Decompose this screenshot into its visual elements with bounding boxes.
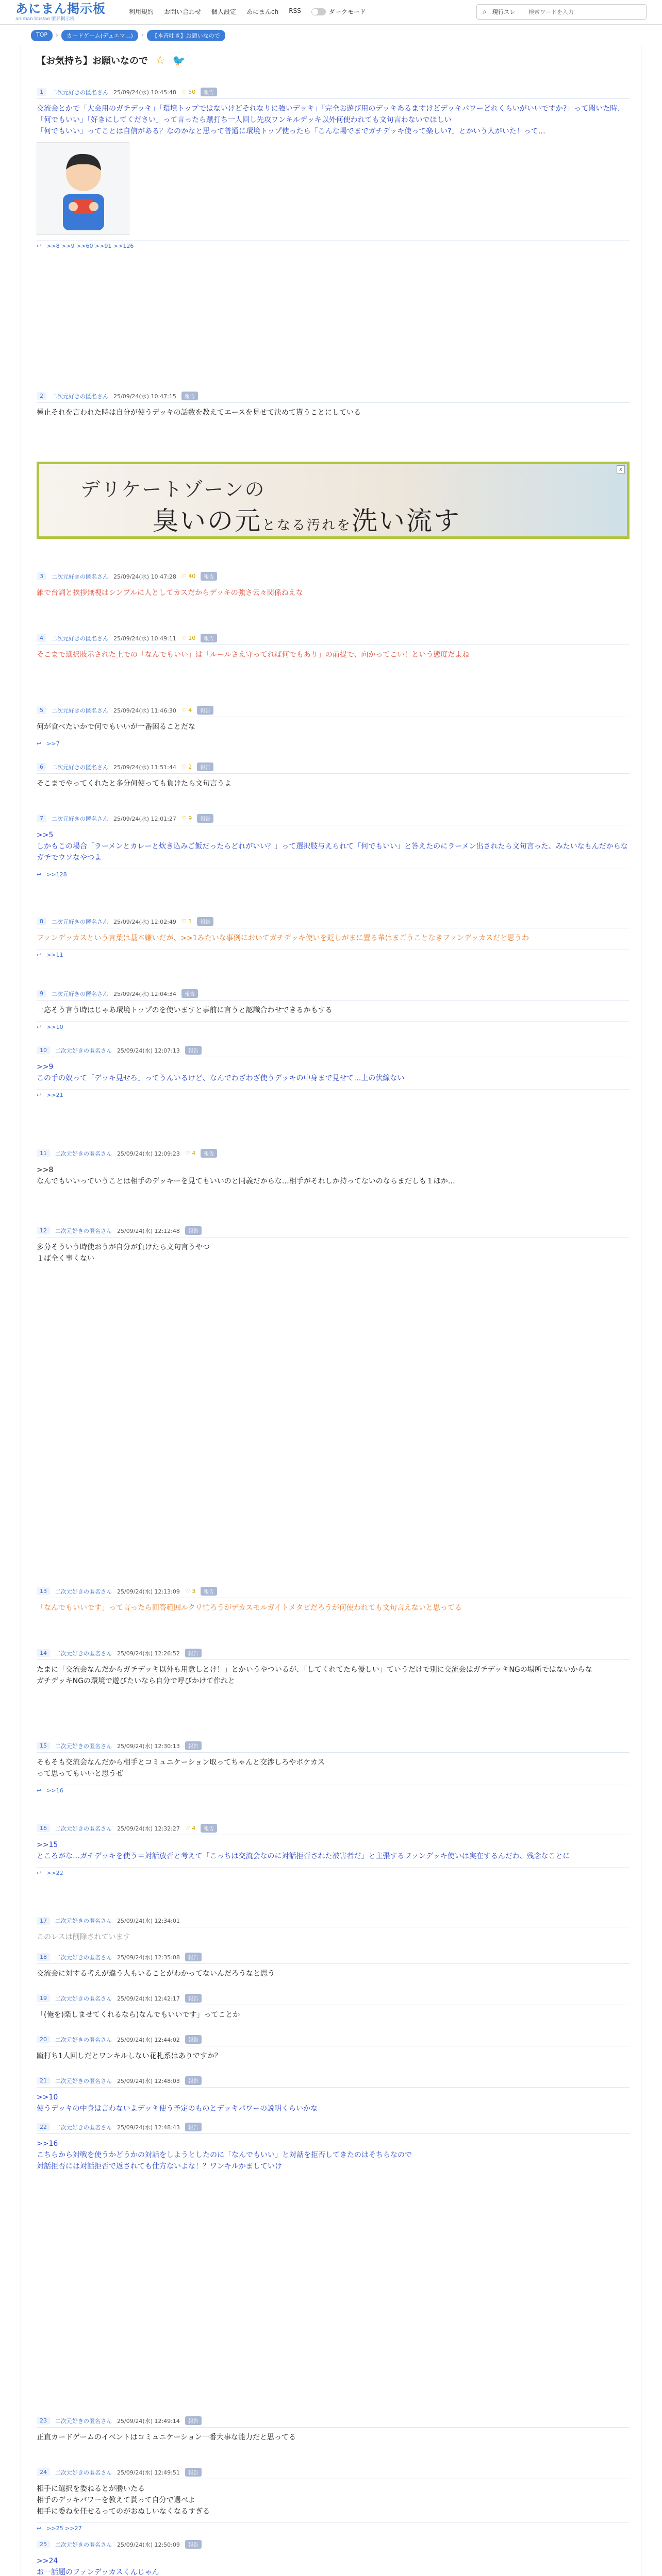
- poster-name: 二次元好きの匿名さん: [55, 1588, 112, 1595]
- post-header: [37, 2414, 630, 2428]
- post-number[interactable]: 8: [37, 918, 46, 925]
- post-item: [37, 1951, 630, 1979]
- report-button[interactable]: 報告: [181, 392, 198, 400]
- like-count-value: 50: [188, 89, 196, 95]
- reply-links[interactable]: >>25 >>27: [46, 2525, 82, 2532]
- post-header: [37, 632, 630, 645]
- post-body: たまに「交流会なんだからガチデッキ以外も用意しとけ！」とかいうやついるが、「してくれてたら優しい」ていうだけで別に交流会はガチデッキNGの場所ではないからな ガチデッキNGの環境で遊びたいなら自分で呼びかけて作れと: [37, 1666, 592, 1685]
- thread-title-row: [37, 54, 186, 67]
- post-header: [37, 2121, 630, 2134]
- poster-name: 二次元好きの匿名さん: [55, 2469, 112, 2476]
- report-button[interactable]: 報告: [201, 1149, 217, 1158]
- post-timestamp: 25/09/24(水) 12:13:09: [117, 1588, 180, 1595]
- post-number[interactable]: 1: [37, 88, 46, 96]
- nav-terms[interactable]: 利用規約: [129, 8, 154, 15]
- post-timestamp: 25/09/24(水) 12:32:27: [117, 1825, 180, 1832]
- post-header: [37, 2538, 630, 2551]
- post-item: [37, 812, 630, 880]
- like-count[interactable]: [181, 635, 195, 641]
- post-body: 極止それを言われた時は自分が使うデッキの話数を教えてエースを見せて決めて貰うことにしている: [37, 409, 361, 417]
- breadcrumb-category[interactable]: カードゲーム(デュエマ…): [61, 30, 138, 41]
- post-item: [37, 760, 630, 789]
- favorite-star-icon[interactable]: ☆: [155, 54, 166, 67]
- dark-mode-toggle[interactable]: [311, 7, 366, 16]
- reply-links[interactable]: >>128: [46, 871, 67, 878]
- post-header: [37, 812, 630, 825]
- post-timestamp: 25/09/24(水) 11:46:30: [113, 707, 176, 714]
- post-body: >>9 この手の奴って「デッキ見せろ」ってうんいるけど、なんでわざわざ使うデッキの中身まで見せて…上の伏線ない: [37, 1063, 405, 1082]
- post-header: [37, 2033, 630, 2046]
- report-button[interactable]: 報告: [197, 762, 213, 771]
- post-body: そこまで選択肢示された上での「なんでもいい」は「ルールさえ守ってれば何でもあり」の前提で、向かってこい！という態度だよね: [37, 651, 470, 659]
- like-count[interactable]: [181, 707, 192, 714]
- reply-icon[interactable]: ↩: [37, 243, 42, 249]
- report-button[interactable]: 報告: [185, 1994, 202, 2003]
- post-number[interactable]: 13: [37, 1587, 50, 1595]
- breadcrumb-thread[interactable]: 【本音吐き】お願いなので: [147, 30, 225, 41]
- report-button[interactable]: 報告: [185, 2540, 202, 2549]
- poster-name: 二次元好きの匿名さん: [52, 764, 108, 771]
- post-number[interactable]: 24: [37, 2468, 50, 2476]
- ad-close-icon[interactable]: x: [617, 465, 625, 473]
- like-count-value: 40: [188, 573, 196, 580]
- post-body: 交流会に対する考えが違う人もいることがわかってないんだろうなと思う: [37, 1970, 275, 1978]
- post-header: [37, 1914, 630, 1927]
- post-number[interactable]: 19: [37, 1994, 50, 2002]
- search-scope-select[interactable]: 現行スレ: [492, 9, 515, 15]
- like-count-value: 1: [188, 918, 192, 925]
- post-timestamp: 25/09/24(水) 12:04:34: [113, 990, 176, 997]
- nav-contact[interactable]: お問い合わせ: [164, 8, 202, 15]
- reply-links[interactable]: >>8 >>9 >>60 >>91 >>126: [46, 243, 134, 249]
- like-count[interactable]: [181, 764, 192, 770]
- post-header: [37, 1739, 630, 1753]
- heart-icon: ♡: [181, 573, 189, 580]
- poster-name: 二次元好きの匿名さん: [55, 2077, 112, 2084]
- post-body: >>5 しかもこの場合「ラーメンとカレーと炊き込みご飯だったらどれがいい？」って選択肢与えられて「何でもいい」と答えたのにラーメン出されたら文句言った、みたいなもんだからな ガチでウソなやつよ: [37, 831, 628, 862]
- post-timestamp: 25/09/24(水) 12:49:51: [117, 2469, 180, 2476]
- nav-settings[interactable]: 個人設定: [211, 8, 237, 15]
- report-button[interactable]: 報告: [201, 1824, 217, 1833]
- report-button[interactable]: 報告: [185, 2076, 202, 2085]
- like-count-value: 4: [192, 1825, 196, 1832]
- ad-text-d: 洗い流す: [352, 506, 461, 536]
- search-input[interactable]: [528, 5, 646, 19]
- post-number[interactable]: 23: [37, 2417, 50, 2425]
- post-number[interactable]: 9: [37, 990, 46, 997]
- reply-links[interactable]: >>10: [46, 1024, 63, 1030]
- ad-headline: デリケートゾーンの: [80, 478, 266, 501]
- post-header: [37, 704, 630, 717]
- report-button[interactable]: 報告: [185, 1226, 202, 1235]
- report-button[interactable]: 報告: [185, 2035, 202, 2044]
- post-timestamp: 25/09/24(水) 12:30:13: [117, 1742, 180, 1750]
- post-body: 正直カードゲームのイベントはコミュニケーション一番大事な能力だと思ってる: [37, 2433, 296, 2442]
- reply-icon[interactable]: ↩: [37, 1024, 42, 1030]
- reply-links[interactable]: >>7: [46, 740, 60, 747]
- poster-name: 二次元好きの匿名さん: [55, 1047, 112, 1054]
- poster-name: 二次元好きの匿名さん: [52, 393, 108, 400]
- post-header: [37, 760, 630, 774]
- post-replies: [37, 869, 630, 880]
- post-number[interactable]: 25: [37, 2540, 50, 2548]
- post-number[interactable]: 21: [37, 2077, 50, 2084]
- post-timestamp: 25/09/24(水) 11:51:44: [113, 764, 176, 771]
- post-header: [37, 915, 630, 928]
- report-button[interactable]: 報告: [197, 917, 213, 926]
- post-replies: [37, 949, 630, 960]
- post-body: そこまでやってくれたと多分何使っても負けたら文句言うよ: [37, 779, 231, 788]
- report-button[interactable]: 報告: [185, 1649, 202, 1657]
- nav-rss[interactable]: RSS: [289, 7, 301, 14]
- post-header: [37, 1585, 630, 1598]
- post-timestamp: 25/09/24(水) 10:49:11: [113, 635, 176, 642]
- heart-icon: ♡: [181, 707, 189, 714]
- reply-icon[interactable]: ↩: [37, 1092, 42, 1098]
- heart-icon: ♡: [185, 1825, 192, 1832]
- post-body: 相手に選択を委ねるとが勝いたる 相手のデッキパワーを教えて貰って自分で選べよ 相手に委ねを任せるってのがおぬしいなくなるすぎる: [37, 2485, 210, 2516]
- poster-name: 二次元好きの匿名さん: [55, 1227, 112, 1234]
- ad-text-a: 臭いの元: [153, 506, 262, 536]
- post-item: [37, 1044, 630, 1100]
- post-item: [37, 2414, 630, 2443]
- post-body: このレスは削除されています: [37, 1933, 130, 1941]
- report-button[interactable]: 報告: [197, 814, 213, 823]
- report-button[interactable]: 報告: [201, 88, 217, 96]
- reply-icon[interactable]: ↩: [37, 952, 42, 958]
- page-title: 【お気持ち】お願いなので: [37, 56, 148, 66]
- heart-icon: ♡: [181, 89, 189, 95]
- post-header: [37, 1647, 630, 1660]
- post-number[interactable]: 6: [37, 763, 46, 771]
- poster-name: 二次元好きの匿名さん: [52, 573, 108, 580]
- search-icon[interactable]: ⌕: [483, 8, 487, 16]
- post-body: 蹴打ち1人回しだとワンキルしない花札系はありですか？: [37, 2052, 222, 2060]
- post-item: [37, 987, 630, 1032]
- post-body: >>15 ところがな…ガチデッキを使う＝対話放否と考えて「こっちは交流会なのに対話拒否された被害者だ」と主張するファンデッキ使いは実在するんだわ、残念なことに: [37, 1841, 570, 1860]
- post-body: >>10 使うデッキの中身は言わないよデッキ使う予定のものとデッキパワーの説明くらいかな: [37, 2093, 318, 2113]
- poster-name: 二次元好きの匿名さん: [52, 990, 108, 997]
- post-timestamp: 25/09/24(水) 12:02:49: [113, 918, 176, 925]
- post-replies: [37, 738, 630, 749]
- poster-name: 二次元好きの匿名さん: [52, 707, 108, 714]
- post-header: [37, 570, 630, 583]
- post-item: [37, 2121, 630, 2172]
- heart-icon: ♡: [185, 1150, 192, 1157]
- post-timestamp: 25/09/24(水) 12:09:23: [117, 1150, 180, 1157]
- post-timestamp: 25/09/24(水) 10:47:15: [113, 393, 176, 400]
- like-count-value: 3: [192, 1588, 196, 1595]
- reply-icon[interactable]: ↩: [37, 871, 42, 878]
- logo-text: あにまん掲示板: [15, 2, 106, 16]
- post-header: [37, 1147, 630, 1160]
- post-timestamp: 25/09/24(水) 12:50:09: [117, 2541, 180, 2548]
- poster-name: 二次元好きの匿名さん: [55, 1995, 112, 2002]
- post-timestamp: 25/09/24(水) 12:48:03: [117, 2077, 180, 2084]
- post-body: そもそも交流会なんだから相手とコミュニケーション取ってちゃんと交渉しろやボケカス って思ってもいいと思うぜ: [37, 1758, 325, 1778]
- post-timestamp: 25/09/24(水) 12:49:14: [117, 2417, 180, 2425]
- post-timestamp: 25/09/24(水) 12:12:48: [117, 1227, 180, 1234]
- search-box: [476, 4, 647, 20]
- breadcrumb: [31, 30, 225, 41]
- ad-subheadline: [153, 500, 461, 537]
- post-timestamp: 25/09/24(水) 10:45:48: [113, 89, 176, 96]
- heart-icon: ♡: [181, 815, 189, 822]
- like-count[interactable]: [185, 1825, 195, 1832]
- post-replies: [37, 240, 630, 251]
- post-replies: [37, 1089, 630, 1100]
- like-count[interactable]: [181, 918, 192, 925]
- heart-icon: ♡: [185, 1588, 192, 1595]
- post-replies: [37, 2522, 630, 2534]
- post-number[interactable]: 11: [37, 1149, 50, 1157]
- report-button[interactable]: 報告: [185, 1741, 202, 1750]
- post-item: [37, 1739, 630, 1796]
- post-timestamp: 25/09/24(水) 12:44:02: [117, 2036, 180, 2043]
- post-header: [37, 86, 630, 99]
- ad-text-b: となる: [262, 518, 307, 533]
- post-number[interactable]: 5: [37, 706, 46, 714]
- like-count-value: 4: [188, 707, 192, 714]
- dark-mode-label: ダークモード: [328, 8, 366, 15]
- post-item: [37, 389, 630, 418]
- reply-links[interactable]: >>21: [46, 1092, 63, 1098]
- post-item: [37, 1992, 630, 2021]
- poster-name: 二次元好きの匿名さん: [55, 1918, 112, 1924]
- post-header: [37, 2074, 630, 2088]
- like-count-value: 4: [192, 1150, 196, 1157]
- heart-icon: ♡: [181, 635, 189, 641]
- post-image-thumbnail[interactable]: [37, 142, 129, 235]
- post-number[interactable]: 12: [37, 1227, 50, 1234]
- post-item: [37, 1914, 630, 1943]
- post-number[interactable]: 16: [37, 1824, 50, 1832]
- report-button[interactable]: 報告: [181, 989, 198, 998]
- post-number[interactable]: 3: [37, 572, 46, 580]
- reply-icon[interactable]: ↩: [37, 1787, 42, 1794]
- poster-name: 二次元好きの匿名さん: [52, 918, 108, 925]
- poster-name: 二次元好きの匿名さん: [55, 2417, 112, 2425]
- reply-icon[interactable]: ↩: [37, 740, 42, 747]
- post-number[interactable]: 7: [37, 815, 46, 822]
- post-timestamp: 25/09/24(水) 10:47:28: [113, 573, 176, 580]
- post-item: [37, 915, 630, 960]
- post-number[interactable]: 15: [37, 1742, 50, 1750]
- reply-links[interactable]: >>11: [46, 952, 63, 958]
- post-timestamp: 25/09/24(水) 12:07:13: [117, 1047, 180, 1054]
- post-timestamp: 25/09/24(水) 12:35:08: [117, 1954, 180, 1961]
- post-replies: [37, 1867, 630, 1878]
- post-timestamp: 25/09/24(水) 12:01:27: [113, 815, 176, 822]
- thread-page: [21, 44, 641, 2576]
- post-item: [37, 1822, 630, 1878]
- reply-icon[interactable]: ↩: [37, 1870, 42, 1876]
- like-count[interactable]: [181, 89, 195, 95]
- post-number[interactable]: 10: [37, 1046, 50, 1054]
- post-body: 多分そういう時使おうが自分が負けたら文句言うやつ １ば全く事くない: [37, 1243, 210, 1263]
- post-item: [37, 2074, 630, 2114]
- post-body: >>24 お一話題のファンデッカスくんじゃん: [37, 2557, 159, 2576]
- post-body: 一応そう言う時はじゃあ環境トップのを使いますと事前に言うと認識合わせできるかもする: [37, 1006, 333, 1014]
- report-button[interactable]: 報告: [185, 2468, 202, 2477]
- post-body: 雑で台詞と挨拶無視はシンプルに人としてカスだからデッキの強さ云々関係ねえな: [37, 589, 303, 597]
- ad-text-c: 汚れを: [307, 518, 352, 533]
- post-item: [37, 1224, 630, 1264]
- post-header: [37, 1044, 630, 1057]
- like-count[interactable]: [185, 1150, 195, 1157]
- post-header: [37, 987, 630, 1001]
- breadcrumb-top[interactable]: TOP: [31, 30, 53, 41]
- like-count[interactable]: [185, 1588, 195, 1595]
- post-header: [37, 1992, 630, 2005]
- like-count-value: 9: [188, 815, 192, 822]
- poster-name: 二次元好きの匿名さん: [55, 1954, 112, 1961]
- person-holding-cards-illustration: [37, 143, 129, 235]
- like-count[interactable]: [181, 815, 192, 822]
- post-header: [37, 1224, 630, 1238]
- post-number[interactable]: 4: [37, 634, 46, 642]
- poster-name: 二次元好きの匿名さん: [55, 1742, 112, 1750]
- report-button[interactable]: 報告: [185, 2123, 202, 2131]
- advertisement-banner[interactable]: [37, 462, 630, 539]
- post-timestamp: 25/09/24(水) 12:26:52: [117, 1650, 180, 1657]
- poster-name: 二次元好きの匿名さん: [55, 2036, 112, 2043]
- site-logo[interactable]: [15, 1, 106, 22]
- post-item: [37, 1147, 630, 1187]
- post-header: [37, 1822, 630, 1835]
- toggle-switch-icon[interactable]: [311, 8, 326, 15]
- post-item: [37, 632, 630, 660]
- post-timestamp: 25/09/24(水) 12:48:43: [117, 2124, 180, 2131]
- report-button[interactable]: 報告: [185, 1953, 202, 1961]
- post-number[interactable]: 17: [37, 1917, 50, 1925]
- post-body: 何が食べたいかで何でもいいが一番困ることだな: [37, 723, 195, 731]
- report-button[interactable]: 報告: [201, 634, 217, 642]
- heart-icon: ♡: [181, 764, 189, 770]
- post-body: 「なんでもいいです」って言ったら回答範囲ルクリ忙ろうがデカスモルガイトメタビだろうが何使われても文句言えないと思ってる: [37, 1604, 462, 1612]
- twitter-share-icon[interactable]: 🐦: [172, 54, 186, 66]
- post-item: [37, 2538, 630, 2576]
- post-number[interactable]: 20: [37, 2036, 50, 2043]
- report-button[interactable]: 報告: [201, 572, 217, 581]
- poster-name: 二次元好きの匿名さん: [55, 1650, 112, 1657]
- post-header: [37, 1951, 630, 1964]
- post-item: [37, 704, 630, 749]
- poster-name: 二次元好きの匿名さん: [55, 2541, 112, 2548]
- logo-subtext: animan bbs/ao 匿名掲示板: [15, 16, 75, 22]
- top-nav: [129, 7, 366, 16]
- poster-name: 二次元好きの匿名さん: [52, 635, 108, 642]
- poster-name: 二次元好きの匿名さん: [55, 1150, 112, 1157]
- post-header: [37, 389, 630, 403]
- post-number[interactable]: 18: [37, 1953, 50, 1961]
- post-timestamp: 25/09/24(水) 12:34:01: [117, 1918, 180, 1924]
- post-item: [37, 1647, 630, 1687]
- post-body: ファンデッカスという言葉は基本嫌いだが、>>1みたいな事例においてガチデッキ使いを貶しがまに置る輩はまごうことなきファンデッカスだと思うわ: [37, 934, 529, 942]
- chevron-right-icon: ›: [141, 31, 144, 39]
- report-button[interactable]: 報告: [185, 2416, 202, 2425]
- reply-links[interactable]: >>16: [46, 1787, 63, 1794]
- poster-name: 二次元好きの匿名さん: [52, 89, 108, 96]
- post-replies: [37, 1021, 630, 1032]
- reply-links[interactable]: >>22: [46, 1870, 63, 1876]
- reply-icon[interactable]: ↩: [37, 2525, 42, 2532]
- report-button[interactable]: 報告: [185, 1046, 202, 1055]
- like-count-value: 10: [188, 635, 196, 641]
- post-number[interactable]: 14: [37, 1649, 50, 1657]
- post-body: 「(俺を)楽しませてくれるなら)なんでもいいです」ってことか: [37, 2011, 240, 2019]
- post-body: >>16 こちらから対戦を使うかどうかの対話をしようとしたのに「なんでもいい」と対話を拒否してきたのはそちらなので 対話拒否には対話拒否で返されても仕方ないよな！？ワンキルかましていけ: [37, 2140, 412, 2171]
- post-header: [37, 2466, 630, 2479]
- like-count-value: 2: [188, 764, 192, 770]
- post-item: [37, 1585, 630, 1614]
- post-number[interactable]: 22: [37, 2123, 50, 2131]
- poster-name: 二次元好きの匿名さん: [55, 2124, 112, 2131]
- report-button[interactable]: 報告: [201, 1587, 217, 1596]
- post-replies: [37, 1785, 630, 1796]
- poster-name: 二次元好きの匿名さん: [55, 1825, 112, 1832]
- post-body: 交流会とかで「大会用のガチデッキ」「環境トップではないけどそれなりに強いデッキ」「完全お遊び用のデッキあるますけどデッキパワーどれくらいがいいですか?」って聞いた時、「何でもいい」「好きにしてください」って言ったら蹴打ち一人回し先攻ワンキルデッキ以外何使われても文句言わないでほしい 「何でもいい」ってことは自信がある？なのかなと思って普通に環境トップ使ったら「こんな場でまでガチデッキ使って楽しい?」とかいう人がいた！って…: [37, 105, 625, 135]
- heart-icon: ♡: [181, 918, 189, 925]
- report-button[interactable]: 報告: [197, 706, 213, 715]
- post-timestamp: 25/09/24(水) 12:42:17: [117, 1995, 180, 2002]
- like-count[interactable]: [181, 573, 195, 580]
- post-item: [37, 2466, 630, 2534]
- post-item: [37, 2033, 630, 2062]
- site-header: [0, 0, 662, 25]
- nav-animanch[interactable]: あにまんch: [246, 8, 279, 15]
- poster-name: 二次元好きの匿名さん: [52, 815, 108, 822]
- post-item: [37, 86, 630, 251]
- chevron-right-icon: ›: [56, 31, 58, 39]
- post-body: >>8 なんでもいいっていうことは相手のデッキーを見てもいいのと同義だからな…相手がそれしか持ってないのならまだしも１ほか…: [37, 1166, 455, 1185]
- post-item: [37, 570, 630, 599]
- post-number[interactable]: 2: [37, 392, 46, 400]
